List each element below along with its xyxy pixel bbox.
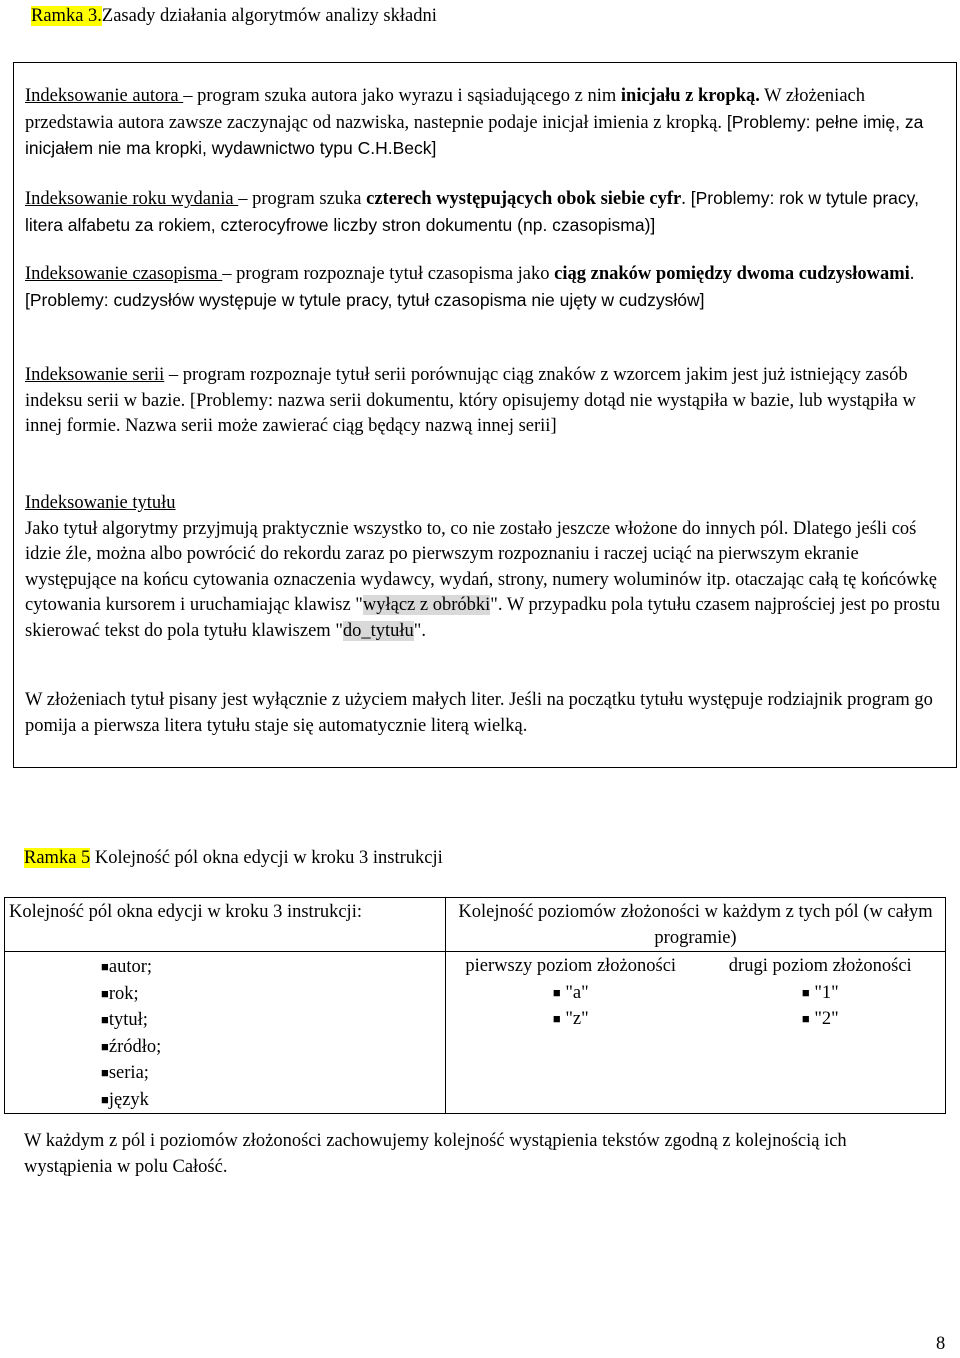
para-czasopisma [25,261,945,314]
level2-heading: drugi poziom złożoności [728,956,912,976]
bold-autor: inicjału z kropką. [620,86,760,106]
list-item [101,954,445,981]
bullet-icon: ■ [101,1065,109,1080]
level2-item [696,980,946,1007]
ramka3-title [31,4,437,30]
list-item [101,1034,445,1061]
level2-column [696,954,946,1033]
level1-column [446,954,696,1033]
bullet-icon: ■ [101,1012,109,1027]
level1-item [446,1006,696,1033]
right-header: Kolejność poziomów złożoności w każdym z tych pól (w całym programie) [446,898,946,952]
field-jezyk: język [108,1089,149,1110]
fields-cell [5,952,446,1114]
text-rok-1: – program szuka [238,189,367,209]
bullet-icon: ■ [101,1038,109,1054]
level2-item-text: "1" [814,982,839,1003]
bullet-icon: ■ [101,985,109,1001]
list-item [101,1087,445,1114]
text-rok-2: . [681,189,686,209]
text-tytulu-2: ". W przypadku pola tytułu czasem najprościej jest po prostu skierować tekst do pola tytułu klawiszem " [25,595,941,641]
para-rok [25,186,945,239]
para-autor [25,84,945,163]
list-item [101,1007,445,1034]
heading-tytulu: Indeksowanie tytułu [25,493,176,513]
left-header: Kolejność pól okna edycji w kroku 3 instrukcji: [5,898,446,952]
level1-item-text: "z" [565,1009,589,1029]
text-autor-2: W złożeniach przedstawia autora zawsze zaczynając od nazwiska, nastepnie podaje inicjał imienia z kropką. [25,86,865,133]
text-tytulu-1: Jako tytuł algorytmy przyjmują praktycznie wszystko to, co nie zostało jeszcze włożone do innych pól. Dlatego jeśli coś idzie źle, można albo powrócić do rekordu zaraz po pierwszym rozpoznaniu i raczej uciąć na pierwszym ekranie występujące na końcu cytowania oznaczenia wydawcy, wydań, strony, numery woluminów itp. otaczając całą tę końcówkę cytowania kursorem i uruchamiając klawisz " [25,518,937,615]
level2-item-text: "2" [814,1009,839,1029]
field-rok: rok; [108,983,139,1004]
bullet-icon: ■ [801,984,810,1000]
key-wylacz-z-obrobki: wyłącz z obróbki [362,595,491,615]
text-tytulu [25,517,945,645]
text-czasopisma-2: . [909,264,915,284]
ramka3-title-text: Zasady działania algorytmów analizy składni [101,6,437,26]
ramka5-title-text: Kolejność pól okna edycji w kroku 3 instrukcji [90,848,443,868]
para-zlozenia: W złożeniach tytuł pisany jest wyłącznie z użyciem małych liter. Jeśli na początku tytułu występuje rodziajnik program go pomija a pierwsza litera tytułu staje się automatycznie literą wielką. [25,690,933,736]
ramka3-box [13,62,957,768]
field-tytul: tytuł; [108,1010,148,1030]
level1-item [446,980,696,1007]
para-tytulu [25,491,945,644]
level1-item-text: "a" [565,982,589,1003]
field-autor: autor; [108,957,153,977]
bullet-icon: ■ [552,1011,561,1026]
heading-rok: Indeksowanie roku wydania [25,189,239,209]
heading-autor: Indeksowanie autora [25,86,184,106]
ramka5-label: Ramka 5 [24,848,91,868]
ramka5-title [24,846,443,872]
bold-czasopisma: ciąg znaków pomiędzy dwoma cudzysłowami [554,264,910,284]
level2-item [696,1006,946,1033]
bullet-icon: ■ [552,984,561,1000]
ramka5-note: W każdym z pól i poziomów złożoności zachowujemy kolejność wystąpienia tekstów zgodną z kolejnością ich wystąpienia w polu Całość. [24,1131,847,1177]
problems-autor: [Problemy: pełne imię, za inicjałem nie ma kropki, wydawnictwo typu C.H.Beck] [25,111,924,158]
heading-czasopisma: Indeksowanie czasopisma [25,264,223,284]
level1-heading: pierwszy poziom złożoności [465,956,677,976]
field-seria: seria; [108,1063,149,1083]
text-autor-1: – program szuka autora jako wyrazu i sąsiadującego z nim [183,86,621,106]
key-do-tytulu: do_tytułu [342,620,414,641]
heading-serii: Indeksowanie serii [25,365,165,385]
field-zrodlo: źródło; [108,1036,162,1057]
list-item [101,1060,445,1087]
problems-rok: [Problemy: rok w tytule pracy, litera alfabetu za rokiem, czterocyfrowe liczby stron dokumentu (np. czasopisma)] [25,188,919,235]
text-tytulu-3: ". [413,620,426,641]
text-serii: – program rozpoznaje tytuł serii porównując ciąg znaków z wzorcem jakim jest już istniejący zasób indeksu serii w bazie. [Problemy: nazwa serii dokumentu, który opisujemy dotąd nie wystąpiła w bazie, lub wystąpiła w innej formie. Nazwa serii może zawierać ciąg będący nazwą innej serii] [25,365,916,436]
problems-czasopisma: [Problemy: cudzysłów występuje w tytule pracy, tytuł czasopisma nie ujęty w cudzysłów] [25,289,705,310]
para-serii [25,363,945,440]
bold-rok: czterech występujących obok siebie cyfr [366,189,682,209]
ramka5-table [4,897,946,1114]
levels-cell [446,952,946,1114]
text-czasopisma-1: – program rozpoznaje tytuł czasopisma jako [222,264,555,284]
bullet-icon: ■ [101,1091,109,1107]
ramka3-label: Ramka 3. [31,6,102,26]
page-number: 8 [936,1334,946,1354]
bullet-icon: ■ [101,959,109,974]
bullet-icon: ■ [801,1011,810,1026]
list-item [101,981,445,1008]
